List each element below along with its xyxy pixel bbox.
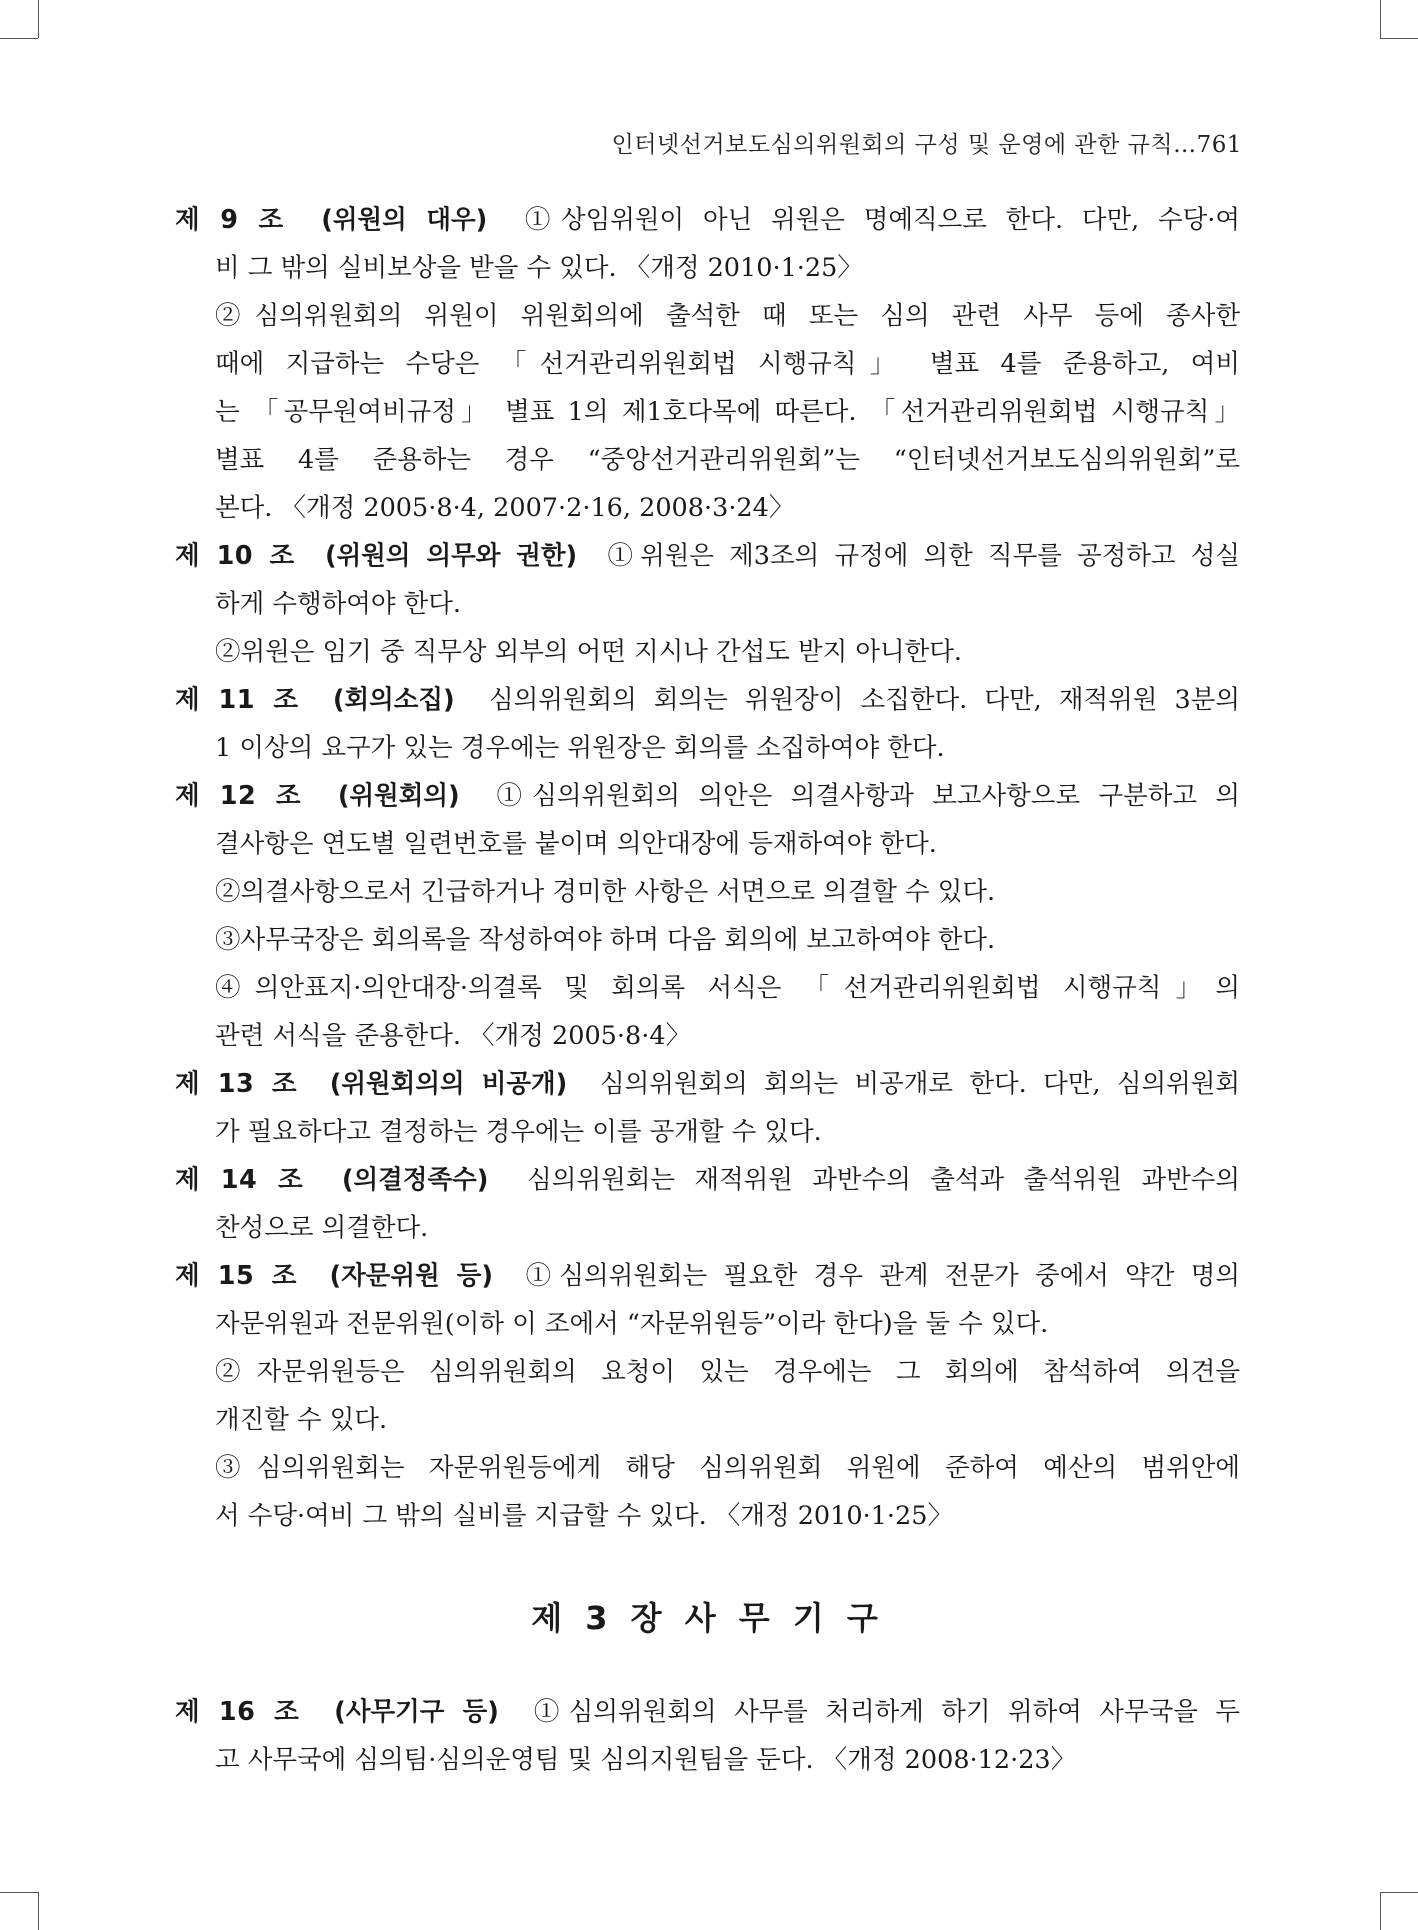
article-text: 때에 지급하는 수당은 「선거관리위원회법 시행규칙」 별표 4를 준용하고, 여비 <box>215 349 1240 379</box>
page-body <box>175 196 1240 1784</box>
article-text: 별표 4를 준용하는 경우 “중앙선거관리위원회”는 “인터넷선거보도심의위원회”로 <box>215 445 1240 475</box>
article-title: (회의소집) <box>332 685 455 715</box>
article-number: 제 10 조 <box>175 541 295 571</box>
article-text: ①위원은 제3조의 규정에 의한 직무를 공정하고 성실 <box>607 541 1240 571</box>
article-first-line <box>175 532 1240 580</box>
article-text: ②위원은 임기 중 직무상 외부의 어떤 지시나 간섭도 받지 아니한다. <box>215 637 963 667</box>
crop-mark-top-right-h <box>1380 38 1418 39</box>
article-text: 자문위원과 전문위원(이하 이 조에서 “자문위원등”이라 한다)을 둘 수 있다. <box>215 1309 1049 1339</box>
article-text: 는 「공무원여비규정」 별표 1의 제1호다목에 따른다. 「선거관리위원회법 시행규칙」 <box>215 397 1240 427</box>
article-line <box>175 388 1240 436</box>
article-line <box>175 340 1240 388</box>
article-number: 제 14 조 <box>175 1165 304 1195</box>
running-header: 인터넷선거보도심의위원회의 구성 및 운영에 관한 규칙…761 <box>611 132 1242 158</box>
article-line <box>175 1396 1240 1444</box>
article-line <box>175 436 1240 484</box>
article-number: 제 15 조 <box>175 1261 297 1291</box>
article-title: (자문위원 등) <box>329 1261 494 1291</box>
article-title: (위원의 의무와 권한) <box>324 541 578 571</box>
article-text: 1 이상의 요구가 있는 경우에는 위원장은 회의를 소집하여야 한다. <box>215 733 945 763</box>
article-text: 본다. 〈개정 2005·8·4, 2007·2·16, 2008·3·24〉 <box>215 493 795 523</box>
article-text: 서 수당·여비 그 밖의 실비를 지급할 수 있다. 〈개정 2010·1·25〉 <box>215 1501 953 1531</box>
article <box>175 1156 1240 1252</box>
article-title: (사무기구 등) <box>334 1697 499 1727</box>
article-text: ②심의위원회의 위원이 위원회의에 출석한 때 또는 심의 관련 사무 등에 종사한 <box>215 301 1240 331</box>
article-line <box>175 244 1240 292</box>
article-text: ①심의위원회의 의안은 의결사항과 보고사항으로 구분하고 의 <box>496 781 1240 811</box>
article-text: 찬성으로 의결한다. <box>215 1213 429 1243</box>
article <box>175 1688 1240 1784</box>
crop-mark-top-right <box>1380 0 1381 38</box>
article-first-line <box>175 1156 1240 1204</box>
article-first-line <box>175 772 1240 820</box>
article <box>175 1252 1240 1540</box>
article-text: ①심의위원회의 사무를 처리하게 하기 위하여 사무국을 두 <box>533 1697 1240 1727</box>
crop-mark-bottom-left <box>38 1892 39 1930</box>
article-title: (위원회의의 비공개) <box>329 1069 568 1099</box>
article-text: 개진할 수 있다. <box>215 1405 388 1435</box>
article-text: ①심의위원회는 필요한 경우 관계 전문가 중에서 약간 명의 <box>525 1261 1240 1291</box>
article-title: (위원회의) <box>337 781 460 811</box>
crop-mark-bottom-right-h <box>1380 1892 1418 1893</box>
article-line <box>175 916 1240 964</box>
article-title: (의결정족수) <box>341 1165 489 1195</box>
article-first-line <box>175 1252 1240 1300</box>
article-number: 제 16 조 <box>175 1697 300 1727</box>
article-text: ③사무국장은 회의록을 작성하여야 하며 다음 회의에 보고하여야 한다. <box>215 925 996 955</box>
article-text: ④의안표지·의안대장·의결록 및 회의록 서식은 「선거관리위원회법 시행규칙」의 <box>215 973 1240 1003</box>
article-line <box>175 1444 1240 1492</box>
article-title: (위원의 대우) <box>321 205 488 235</box>
article <box>175 196 1240 532</box>
article-text: ②자문위원등은 심의위원회의 요청이 있는 경우에는 그 회의에 참석하여 의견을 <box>215 1357 1240 1387</box>
article-text: 하게 수행하여야 한다. <box>215 589 462 619</box>
article-number: 제 13 조 <box>175 1069 298 1099</box>
article-line <box>175 484 1240 532</box>
article-line <box>175 868 1240 916</box>
article-first-line <box>175 196 1240 244</box>
crop-mark-bottom-right <box>1380 1892 1381 1930</box>
article-line <box>175 724 1240 772</box>
article-first-line <box>175 676 1240 724</box>
article-line <box>175 1736 1240 1784</box>
crop-mark-top-left <box>38 0 39 38</box>
crop-mark-bottom-left-h <box>0 1892 38 1893</box>
article <box>175 676 1240 772</box>
article <box>175 772 1240 1060</box>
article-text: 심의위원회의 회의는 위원장이 소집한다. 다만, 재적위원 3분의 <box>488 685 1240 715</box>
article-text: ①상임위원이 아닌 위원은 명예직으로 한다. 다만, 수당·여 <box>524 205 1240 235</box>
article-text: 심의위원회는 재적위원 과반수의 출석과 출석위원 과반수의 <box>527 1165 1240 1195</box>
article-text: 가 필요하다고 결정하는 경우에는 이를 공개할 수 있다. <box>215 1117 822 1147</box>
article-text: 결사항은 연도별 일련번호를 붙이며 의안대장에 등재하여야 한다. <box>215 829 937 859</box>
article-first-line <box>175 1060 1240 1108</box>
article-line <box>175 628 1240 676</box>
article-text: 고 사무국에 심의팀·심의운영팀 및 심의지원팀을 둔다. 〈개정 2008·12·23〉 <box>215 1745 1077 1775</box>
article-list-chapter-3 <box>175 1688 1240 1784</box>
article-line <box>175 820 1240 868</box>
article-list <box>175 196 1240 1540</box>
article-number: 제 9 조 <box>175 205 284 235</box>
article-line <box>175 1492 1240 1540</box>
article-line <box>175 1300 1240 1348</box>
article-line <box>175 1204 1240 1252</box>
article-line <box>175 1348 1240 1396</box>
article-line <box>175 292 1240 340</box>
article-text: 심의위원회의 회의는 비공개로 한다. 다만, 심의위원회 <box>600 1069 1240 1099</box>
article-text: ③심의위원회는 자문위원등에게 해당 심의위원회 위원에 준하여 예산의 범위안에 <box>215 1453 1240 1483</box>
article <box>175 532 1240 676</box>
article-text: ②의결사항으로서 긴급하거나 경미한 사항은 서면으로 의결할 수 있다. <box>215 877 996 907</box>
article-text: 비 그 밖의 실비보상을 받을 수 있다. 〈개정 2010·1·25〉 <box>215 253 863 283</box>
article <box>175 1060 1240 1156</box>
crop-mark-top-left-h <box>0 38 38 39</box>
chapter-heading: 제 3 장 사 무 기 구 <box>531 1599 884 1637</box>
article-number: 제 11 조 <box>175 685 299 715</box>
article-text: 관련 서식을 준용한다. 〈개정 2005·8·4〉 <box>215 1021 692 1051</box>
article-line <box>175 1108 1240 1156</box>
article-line <box>175 1012 1240 1060</box>
article-first-line <box>175 1688 1240 1736</box>
article-number: 제 12 조 <box>175 781 302 811</box>
article-line <box>175 580 1240 628</box>
article-line <box>175 964 1240 1012</box>
